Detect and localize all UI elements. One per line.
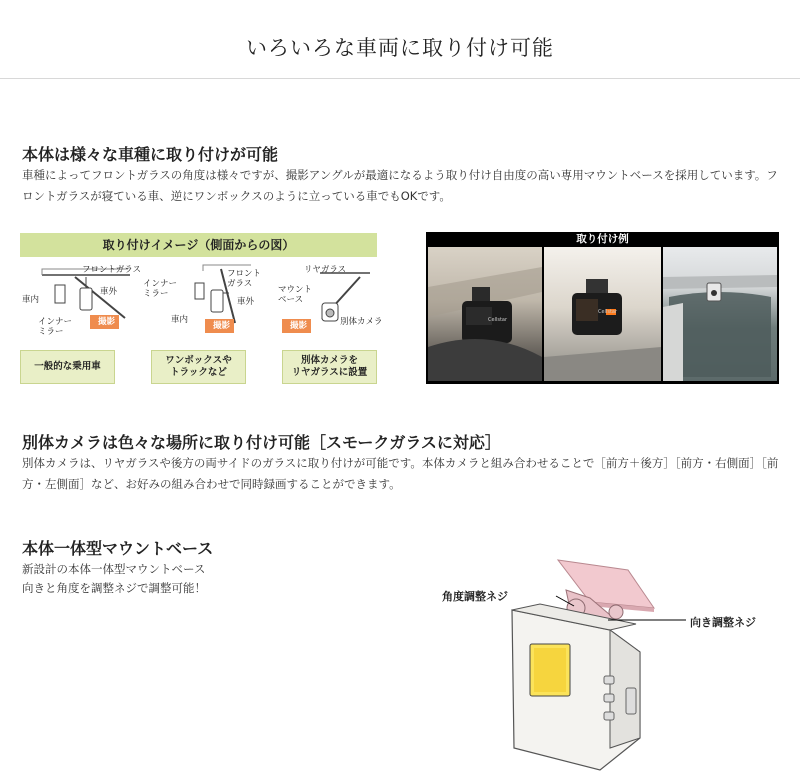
dashcam-photo-1-icon	[428, 247, 542, 381]
callout-direction-screw: 向き調整ネジ	[690, 616, 756, 629]
section3-line2: 向きと角度を調整ネジで調整可能！	[22, 581, 206, 595]
label-front-glass: フロントガラス	[82, 265, 141, 275]
brand-label-1: Cellstar	[488, 317, 508, 323]
brand-label-2: Cellstar	[598, 309, 618, 315]
label-inside: 車内	[22, 295, 40, 305]
label-mount-base: マウント ベース	[278, 285, 313, 305]
section1-heading: 本体は様々な車種に取り付けが可能	[22, 145, 279, 164]
title-divider	[0, 78, 800, 79]
caption-van: ワンボックスや トラックなど	[151, 350, 246, 384]
rear-camera-photo-icon	[663, 247, 777, 381]
mount-image-title: 取り付けイメージ（側面からの図）	[20, 233, 377, 257]
photo-examples-panel	[426, 232, 779, 384]
label-rear-glass: リヤガラス	[304, 265, 347, 275]
mount-base-illustration	[440, 548, 780, 772]
label-outside-2: 車外	[237, 297, 255, 307]
section3-line1: 新設計の本体一体型マウントベース	[22, 562, 206, 576]
dashcam-photo-2-icon	[544, 247, 661, 381]
label-separate-camera: 別体カメラ	[340, 317, 383, 327]
label-inside-2: 車内	[171, 315, 189, 325]
shoot-tag: 撮影	[90, 315, 119, 329]
section2-body: 別体カメラは、リヤガラスや後方の両サイドのガラスに取り付けが可能です。本体カメラと組み合わせることで［前方＋後方］［前方・右側面］［前方・左側面］など、お好みの組み合わせで同時録画することができます。	[22, 456, 779, 491]
photo-dashcam-2	[544, 247, 661, 381]
label-front-glass-2: フロント ガラス	[227, 269, 262, 289]
photo-examples-title: 取り付け例	[576, 233, 629, 245]
section1-body: 車種によってフロントガラスの角度は様々ですが、撮影アングルが最適になるよう取り付け自由度の高い専用マウントベースを採用しています。フロントガラスが寝ている車、逆にワンボックスのように立っている車でもOKです。	[22, 168, 778, 203]
diagram-passenger-car	[20, 263, 141, 343]
diagram-rear-camera	[260, 263, 383, 343]
caption-rear-camera: 別体カメラを リヤガラスに設置	[282, 350, 377, 384]
shoot-tag-2: 撮影	[205, 319, 234, 333]
section3-heading: 本体一体型マウントベース	[22, 539, 214, 558]
mount-image-panel	[20, 233, 383, 385]
label-outside: 車外	[100, 287, 118, 297]
caption-passenger-car: 一般的な乗用車	[20, 350, 115, 384]
dashcam-mount-icon	[440, 548, 780, 772]
photo-rear-camera	[663, 247, 777, 381]
callout-angle-screw: 角度調整ネジ	[442, 590, 508, 603]
label-inner-mirror-2: インナー ミラー	[143, 279, 178, 299]
page-title: いろいろな車両に取り付け可能	[246, 36, 554, 60]
label-inner-mirror: インナー ミラー	[38, 317, 73, 337]
photo-dashcam-1	[428, 247, 542, 381]
section2-heading: 別体カメラは色々な場所に取り付け可能［スモークガラスに対応］	[22, 433, 501, 452]
diagram-van	[143, 263, 262, 343]
shoot-tag-3: 撮影	[282, 319, 311, 333]
